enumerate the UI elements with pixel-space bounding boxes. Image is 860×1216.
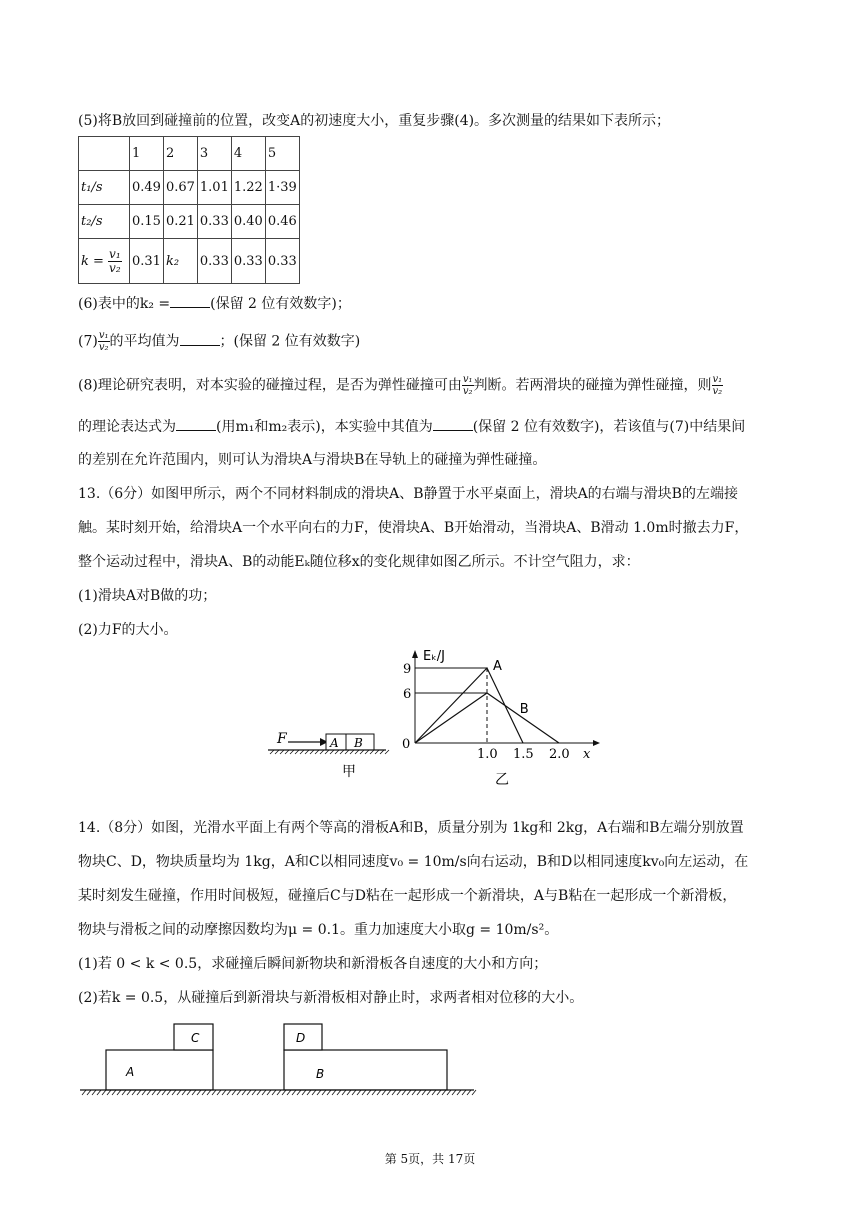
hatch-mark [317,1090,321,1095]
table-cell: t₂/s [79,205,130,239]
board-b-label: B [316,1067,325,1081]
v1-over-v2-fraction [108,248,122,275]
hatch-mark [362,1090,366,1095]
q13-question1: (1)滑块A对B做的功； [78,588,217,604]
measurement-table [78,136,300,284]
hatch-mark [452,1090,456,1095]
caption-jia: 甲 [342,764,356,780]
hatch-mark [202,1090,206,1095]
hatch-mark [397,1090,401,1095]
hatch-mark [412,1090,416,1095]
fraction-denominator: v₂ [109,260,121,275]
fraction-denominator: v₂ [462,386,473,397]
table-cell: 0.46 [265,205,299,239]
hatch-mark [467,1090,471,1095]
figure-q14 [78,1020,478,1102]
hatch-mark [282,1090,286,1095]
fraction-denominator: v₂ [712,386,723,397]
step8-text-a: (8)理论研究表明，对本实验的碰撞过程，是否为弹性碰撞可由 [78,377,462,394]
hatch-mark [182,1090,186,1095]
hatch-mark [227,1090,231,1095]
fraction-numerator: v₁ [109,246,121,261]
hatch-mark [297,1090,301,1095]
board-a-label: A [126,1065,135,1079]
force-label: F [277,731,287,747]
fraction-numerator: v₁ [712,374,723,385]
hatch-mark [82,1090,86,1095]
answer-blank [170,293,210,308]
hatch-mark [122,1090,126,1095]
series-label-b: B [519,702,529,717]
y-axis-arrow [412,650,418,658]
hatch-mark [422,1090,426,1095]
page-footer: 第 5页，共 17页 [384,1152,476,1166]
q14-line3: 某时刻发生碰撞，作用时间极短，碰撞后C与D粘在一起形成一个新滑块，A与B粘在一起形成一个新滑板， [78,888,737,904]
q13-line3: 整个运动过程中，滑块A、B的动能Eₖ随位移x的变化规律如图乙所示。不计空气阻力，求： [78,554,640,570]
q14-line4: 物块与滑板之间的动摩擦因数均为μ = 0.1。重力加速度大小取g = 10m/s²。 [78,922,559,938]
answer-blank [176,416,216,431]
step8-text-e: (保留 2 位有效数字)，若该值与(7)中结果间 [472,419,746,435]
hatch-mark [167,1090,171,1095]
hatch-mark [222,1090,226,1095]
q12-step8-line1 [78,374,788,397]
table-cell: 1.01 [197,171,231,205]
caption-yi: 乙 [495,772,509,788]
answer-blank [180,331,220,346]
k-equals: k = [81,253,104,269]
q14-line2: 物块C、D，物块质量均为 1kg，A和C以相同速度v₀ = 10m/s向右运动，B和D以相同速度kv₀向左运动，在 [78,854,749,870]
table-cell: 0.33 [197,239,231,284]
step8-text-c: 的理论表达式为 [78,419,176,435]
hatch-mark [442,1090,446,1095]
hatch-mark [87,1090,91,1095]
hatch-mark [382,1090,386,1095]
table-cell: 5 [265,137,299,171]
hatch-mark [457,1090,461,1095]
block-b-label: B [354,736,363,750]
x-tick-label: 1.5 [513,747,534,762]
block-d-label: D [296,1031,306,1045]
step7-text-c: ；(保留 2 位有效数字) [219,333,361,350]
table-cell: 0.15 [130,205,164,239]
v1-over-v2-fraction [712,374,724,397]
hatch-mark [472,1090,476,1095]
x-axis-arrow [593,740,600,746]
q13-line1: 13.（6分）如图甲所示，两个不同材料制成的滑块A、B静置于水平桌面上，滑块A的右端与滑块B的左端接 [78,486,738,502]
table-cell: 0.33 [231,239,265,284]
hatch-mark [152,1090,156,1095]
hatch-mark [447,1090,451,1095]
hatch-mark [302,1090,306,1095]
hatch-mark [257,1090,261,1095]
table-cell: 0.40 [231,205,265,239]
hatch-mark [247,1090,251,1095]
hatch-mark [427,1090,431,1095]
table-cell: 0.67 [163,171,197,205]
figure-jia [262,724,392,784]
answer-blank [433,416,473,431]
fraction-numerator: v₁ [98,330,109,341]
hatch-mark [142,1090,146,1095]
hatch-mark [252,1090,256,1095]
hatch-mark [462,1090,466,1095]
table-cell: 3 [197,137,231,171]
hatch-mark [267,1090,271,1095]
q14-line1: 14.（8分）如图，光滑水平面上有两个等高的滑板A和B，质量分别为 1kg和 2kg，A右端和B左端分别放置 [78,820,744,836]
x-axis-label: x [583,747,591,762]
hatch-mark [437,1090,441,1095]
step7-text-b: 的平均值为 [109,333,180,350]
hatch-mark [117,1090,121,1095]
hatch-mark [342,1090,346,1095]
block-c-label: C [191,1031,200,1045]
hatch-mark [92,1090,96,1095]
hatch-mark [237,1090,241,1095]
chart-marks [403,659,570,762]
hatch-mark [272,1090,276,1095]
table-cell: 1.22 [231,171,265,205]
q13-line2: 触。某时刻开始，给滑块A一个水平向右的力F，使滑块A、B开始滑动，当滑块A、B滑动 1.0m时撤去力F， [78,520,749,536]
hatch-mark [392,1090,396,1095]
table-cell: 1 [130,137,164,171]
y-tick-label: 9 [403,662,412,677]
q13-question2: (2)力F的大小。 [78,622,178,638]
hatch-mark [102,1090,106,1095]
hatch-mark [242,1090,246,1095]
table-cell: 0.21 [163,205,197,239]
step7-text-a: (7) [78,333,98,350]
hatch-mark [262,1090,266,1095]
block-a-label: A [330,736,339,750]
hatch-mark [147,1090,151,1095]
hatch-mark [287,1090,291,1095]
table-cell [79,137,130,171]
q12-step8-line2 [78,416,788,437]
table-cell: 4 [231,137,265,171]
figure-yi-chart [395,642,605,790]
hatch-mark [332,1090,336,1095]
fraction-denominator: v₂ [98,342,109,353]
hatch-mark [192,1090,196,1095]
hatch-mark [367,1090,371,1095]
step6-text-a: (6)表中的k₂ = [78,296,171,312]
table-cell: 2 [163,137,197,171]
y-axis-label: Eₖ/J [423,649,445,664]
hatch-mark [172,1090,176,1095]
q12-step7 [78,330,788,353]
table-row [79,137,300,171]
hatch-mark [432,1090,436,1095]
table-cell: 0.49 [130,171,164,205]
q14-question1: (1)若 0 < k < 0.5，求碰撞后瞬间新物块和新滑板各自速度的大小和方向； [78,956,548,972]
origin-label: 0 [402,737,411,752]
hatch-mark [372,1090,376,1095]
v1-over-v2-fraction [462,374,474,397]
hatch-mark [157,1090,161,1095]
hatch-mark [162,1090,166,1095]
v1-over-v2-fraction [98,330,110,353]
hatch-mark [352,1090,356,1095]
hatch-mark [407,1090,411,1095]
hatch-mark [322,1090,326,1095]
hatch-mark [327,1090,331,1095]
hatch-mark [337,1090,341,1095]
board-b [284,1050,447,1090]
y-tick-label: 6 [403,687,412,702]
table-cell: 1·39 [265,171,299,205]
q12-step8-line3: 的差别在允许范围内，则可认为滑块A与滑块B在导轨上的碰撞为弹性碰撞。 [78,452,547,468]
q12-step5: (5)将B放回到碰撞前的位置，改变A的初速度大小，重复步骤(4)。多次测量的结果如下表所示； [78,113,671,129]
hatch-mark [357,1090,361,1095]
table-cell: k₂ [163,239,197,284]
hatch-mark [217,1090,221,1095]
x-tick-label: 1.0 [477,747,498,762]
hatch-mark [387,1090,391,1095]
step8-text-b: 判断。若两滑块的碰撞为弹性碰撞，则 [473,377,712,394]
q14-question2: (2)若k = 0.5，从碰撞后到新滑块与新滑板相对静止时，求两者相对位移的大小。 [78,990,584,1006]
table-cell-k-label [79,239,130,284]
table-cell: 0.33 [197,205,231,239]
x-tick-label: 2.0 [549,747,570,762]
step8-text-d: (用m₁和m₂表示)，本实验中其值为 [216,419,433,435]
hatch-mark [347,1090,351,1095]
table-row [79,205,300,239]
step6-text-b: (保留 2 位有效数字)； [210,296,351,312]
hatch-mark [377,1090,381,1095]
hatch-mark [97,1090,101,1095]
hatch-mark [107,1090,111,1095]
hatch-mark [207,1090,211,1095]
hatch-mark [212,1090,216,1095]
table-row [79,171,300,205]
hatch-mark [292,1090,296,1095]
hatch-mark [187,1090,191,1095]
hatch-mark [127,1090,131,1095]
hatch-mark [402,1090,406,1095]
hatch-mark [312,1090,316,1095]
hatch-mark [112,1090,116,1095]
board-a [106,1050,213,1090]
ground-hatching [82,1090,476,1095]
hatch-mark [177,1090,181,1095]
hatch-mark [137,1090,141,1095]
series-label-a: A [493,659,502,674]
table-row [79,239,300,284]
hatch-mark [232,1090,236,1095]
hatch-mark [417,1090,421,1095]
table-cell: t₁/s [79,171,130,205]
table-cell: 0.33 [265,239,299,284]
hatch-mark [307,1090,311,1095]
hatch-mark [132,1090,136,1095]
q12-step6 [78,293,788,314]
fraction-numerator: v₁ [462,374,473,385]
hatch-mark [197,1090,201,1095]
hatch-mark [277,1090,281,1095]
table-cell: 0.31 [130,239,164,284]
